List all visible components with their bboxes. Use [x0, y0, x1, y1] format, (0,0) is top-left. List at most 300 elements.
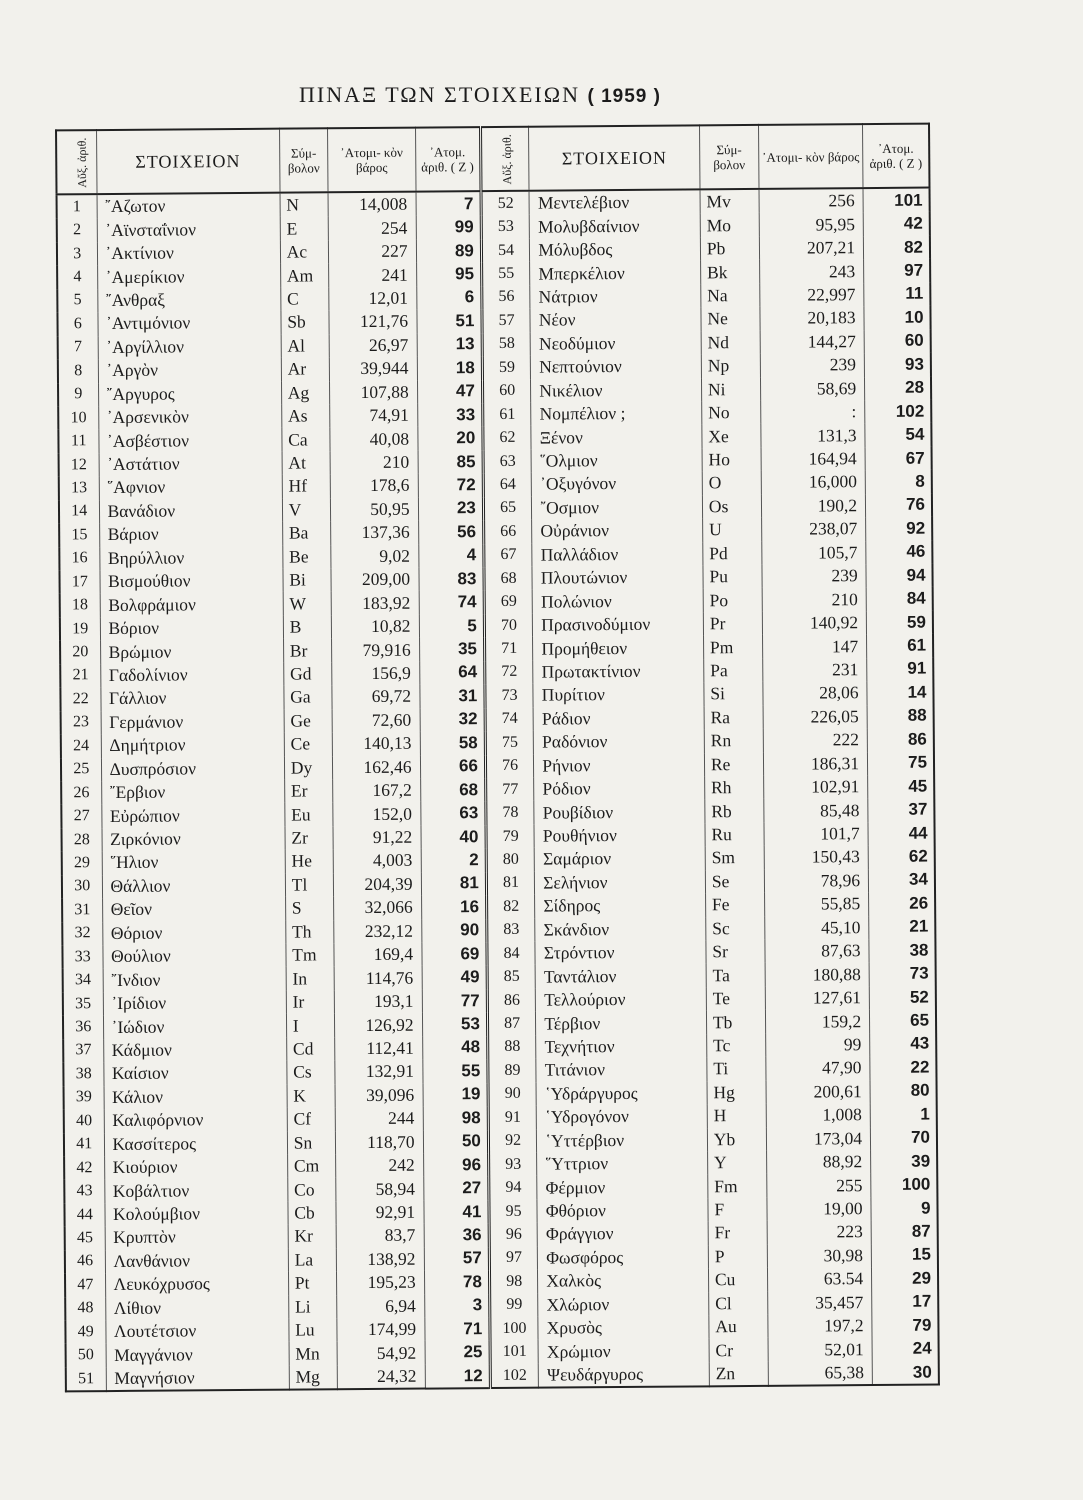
- cell-atomic-weight: 85,48: [764, 798, 868, 822]
- cell-atomic-weight: 207,21: [759, 236, 863, 260]
- cell-atomic-number: 54: [865, 423, 932, 447]
- cell-element-name: Βόριον: [100, 616, 283, 641]
- cell-atomic-weight: 126,92: [335, 1013, 423, 1037]
- cell-atomic-weight: 242: [336, 1154, 424, 1178]
- cell-symbol: Cb: [288, 1201, 337, 1225]
- cell-atomic-number: 34: [868, 868, 935, 892]
- cell-symbol: Li: [288, 1295, 337, 1319]
- cell-atomic-weight: 173,04: [766, 1127, 870, 1151]
- cell-symbol: Np: [701, 354, 760, 378]
- cell-atomic-weight: 244: [335, 1107, 423, 1131]
- cell-atomic-weight: 239: [762, 564, 866, 588]
- cell-element-name: Πολώνιον: [532, 589, 703, 614]
- cell-number: 48: [77, 1299, 94, 1317]
- cell-element-name: Σίδηρος: [535, 893, 706, 918]
- cell-number: 10: [70, 408, 87, 426]
- cell-atomic-number: 2: [421, 848, 486, 872]
- cell-number: 35: [75, 994, 92, 1012]
- cell-number: 40: [75, 1111, 93, 1130]
- cell-atomic-weight: 12,01: [329, 286, 417, 310]
- cell-atomic-number: 29: [872, 1267, 939, 1291]
- cell-number: 59: [482, 356, 531, 380]
- header-number: Αὔξ. ἀριθ.: [480, 127, 529, 191]
- cell-atomic-weight: 222: [763, 728, 867, 752]
- cell-number: 89: [488, 1059, 537, 1083]
- cell-symbol: Nd: [701, 331, 760, 355]
- cell-element-name: Νομπέλιον ;: [531, 401, 702, 426]
- header-weight: ᾿Ατομι- κὸν βάρος: [328, 128, 416, 193]
- cell-atomic-weight: 39,096: [335, 1083, 423, 1107]
- cell-symbol: S: [285, 896, 334, 920]
- cell-atomic-weight: 32,066: [334, 896, 422, 920]
- cell-symbol: Mo: [700, 213, 759, 237]
- cell-number: 57: [482, 309, 531, 333]
- cell-atomic-number: 25: [425, 1340, 490, 1364]
- cell-number: 31: [74, 901, 91, 919]
- cell-symbol: Ir: [286, 990, 335, 1014]
- cell-atomic-number: 67: [865, 446, 932, 470]
- cell-atomic-number: 36: [424, 1223, 489, 1247]
- cell-number: 99: [490, 1293, 539, 1317]
- cell-atomic-weight: 72,60: [332, 708, 420, 732]
- cell-symbol: Hf: [282, 475, 331, 499]
- cell-atomic-number: 62: [868, 845, 935, 869]
- cell-atomic-weight: 26,97: [329, 333, 417, 357]
- cell-symbol: W: [283, 592, 332, 616]
- cell-atomic-number: 94: [866, 564, 933, 588]
- cell-atomic-weight: 101,7: [764, 822, 868, 846]
- cell-symbol: I: [286, 1014, 335, 1038]
- cell-atomic-weight: 55,85: [764, 892, 868, 916]
- cell-number: 14: [71, 502, 88, 520]
- cell-atomic-number: 1: [870, 1103, 937, 1127]
- cell-atomic-number: 69: [421, 942, 486, 966]
- cell-atomic-weight: 92,91: [336, 1200, 424, 1224]
- cell-symbol: Ru: [705, 823, 764, 847]
- cell-symbol: Cf: [287, 1107, 336, 1131]
- cell-number: 55: [481, 262, 530, 286]
- cell-atomic-number: 38: [869, 939, 936, 963]
- cell-element-name: Καλιφόρνιον: [104, 1108, 287, 1133]
- cell-symbol: Cr: [709, 1338, 768, 1362]
- cell-atomic-weight: 159,2: [765, 1009, 869, 1033]
- cell-number: 88: [488, 1035, 537, 1059]
- header-atomic-number: ᾿Ατομ. ἀριθ. ( Ζ ): [863, 124, 930, 189]
- cell-element-name: Ζιρκόνιον: [102, 826, 285, 851]
- cell-element-name: Ταντάλιον: [535, 964, 706, 989]
- cell-symbol: Y: [707, 1151, 766, 1175]
- cell-atomic-weight: 190,2: [761, 494, 865, 518]
- cell-atomic-weight: 131,3: [761, 423, 865, 447]
- cell-atomic-weight: 239: [760, 353, 864, 377]
- cell-atomic-number: 11: [864, 282, 931, 306]
- cell-element-name: Σκάνδιον: [535, 917, 706, 942]
- cell-element-name: Ράδιον: [533, 706, 704, 731]
- cell-number: 37: [75, 1041, 92, 1059]
- cell-atomic-weight: 114,76: [334, 966, 422, 990]
- cell-number: 41: [76, 1135, 93, 1153]
- cell-atomic-number: 61: [867, 634, 934, 658]
- cell-atomic-number: 45: [868, 774, 935, 798]
- cell-atomic-weight: 91,22: [333, 825, 421, 849]
- cell-atomic-weight: 147: [762, 634, 866, 658]
- cell-atomic-weight: 241: [329, 263, 417, 287]
- cell-atomic-number: 78: [424, 1270, 489, 1294]
- cell-atomic-number: 22: [870, 1056, 937, 1080]
- cell-element-name: ᾿Αργὸν: [98, 358, 281, 383]
- cell-element-name: Ρόδιον: [534, 776, 705, 801]
- cell-element-name: ῞Υττριον: [537, 1151, 708, 1176]
- cell-symbol: H: [707, 1104, 766, 1128]
- cell-atomic-number: 5: [419, 614, 484, 638]
- cell-symbol: Mv: [700, 189, 759, 214]
- cell-symbol: Fm: [708, 1174, 767, 1198]
- cell-symbol: At: [282, 451, 331, 475]
- cell-number: 15: [71, 526, 88, 544]
- cell-atomic-number: 90: [421, 919, 486, 943]
- cell-symbol: B: [283, 615, 332, 639]
- cell-atomic-weight: 132,91: [335, 1060, 423, 1084]
- cell-atomic-weight: 180,88: [765, 963, 869, 987]
- cell-symbol: Be: [283, 545, 332, 569]
- cell-atomic-number: 101: [863, 188, 930, 213]
- cell-number: 78: [486, 801, 535, 825]
- cell-atomic-weight: 238,07: [761, 517, 865, 541]
- cell-element-name: Προμήθειον: [533, 636, 704, 661]
- cell-element-name: ᾿Ιρίδιον: [103, 991, 286, 1016]
- cell-element-name: ῎Αζωτον: [97, 193, 280, 219]
- cell-symbol: Se: [705, 870, 764, 894]
- cell-number: 76: [485, 754, 534, 778]
- cell-atomic-weight: 167,2: [333, 779, 421, 803]
- cell-atomic-number: 37: [868, 798, 935, 822]
- cell-atomic-number: 44: [868, 821, 935, 845]
- cell-atomic-number: 31: [419, 684, 484, 708]
- cell-element-name: Μολυβδαίνιον: [529, 214, 700, 239]
- cell-number: 56: [482, 285, 531, 309]
- cell-atomic-weight: 74,91: [330, 404, 418, 428]
- cell-element-name: Στρόντιον: [535, 940, 706, 965]
- cell-symbol: Tb: [706, 1010, 765, 1034]
- cell-element-name: ᾿Ασβέστιον: [98, 428, 281, 453]
- header-number: Αὔξ. ἀριθ.: [56, 130, 97, 194]
- cell-number: 64: [483, 473, 532, 497]
- cell-number: 32: [74, 924, 91, 942]
- cell-symbol: Al: [281, 334, 330, 358]
- cell-number: 91: [488, 1106, 537, 1130]
- cell-symbol: Ar: [281, 357, 330, 381]
- cell-atomic-number: 20: [417, 426, 482, 450]
- cell-element-name: Γερμάνιον: [101, 709, 284, 734]
- cell-atomic-weight: 45,10: [765, 916, 869, 940]
- cell-atomic-weight: 50,95: [331, 497, 419, 521]
- cell-number: 38: [75, 1065, 92, 1083]
- cell-atomic-number: 99: [416, 216, 481, 240]
- cell-symbol: Ra: [704, 706, 763, 730]
- cell-symbol: Dy: [284, 756, 333, 780]
- cell-element-name: ᾿Αρσενικὸν: [98, 405, 281, 430]
- cell-number: 90: [488, 1082, 537, 1106]
- cell-symbol: Pr: [703, 612, 762, 636]
- cell-atomic-number: 28: [865, 376, 932, 400]
- cell-symbol: Fe: [705, 893, 764, 917]
- cell-number: 97: [489, 1246, 538, 1270]
- cell-atomic-number: 70: [870, 1126, 937, 1150]
- cell-atomic-weight: 210: [330, 450, 418, 474]
- cell-element-name: ῞Αφνιον: [99, 475, 282, 500]
- cell-symbol: No: [702, 401, 761, 425]
- cell-element-name: Λανθάνιον: [105, 1248, 288, 1273]
- cell-number: 96: [489, 1223, 538, 1247]
- cell-element-name: Φέρμιον: [537, 1175, 708, 1200]
- cell-atomic-weight: 19,00: [767, 1197, 871, 1221]
- cell-symbol: Hg: [707, 1081, 766, 1105]
- cell-element-name: Οὐράνιον: [532, 518, 703, 543]
- cell-atomic-weight: 232,12: [334, 919, 422, 943]
- cell-element-name: ῎Οσμιον: [532, 495, 703, 520]
- cell-symbol: Ti: [707, 1057, 766, 1081]
- cell-atomic-number: 13: [417, 333, 482, 357]
- cell-element-name: ῾Υδράργυρος: [536, 1081, 707, 1106]
- cell-number: 46: [77, 1252, 94, 1270]
- cell-number: 19: [72, 619, 89, 637]
- cell-atomic-weight: 127,61: [765, 986, 869, 1010]
- cell-element-name: Μπερκέλιον: [530, 261, 701, 286]
- cell-atomic-number: 17: [872, 1290, 939, 1314]
- cell-atomic-weight: 150,43: [764, 845, 868, 869]
- cell-symbol: Si: [704, 682, 763, 706]
- cell-atomic-number: 66: [420, 755, 485, 779]
- cell-element-name: Χαλκὸς: [538, 1268, 709, 1293]
- cell-element-name: Νεοδύμιον: [530, 331, 701, 356]
- cell-atomic-weight: 1,008: [766, 1103, 870, 1127]
- cell-atomic-number: 102: [865, 400, 932, 424]
- cell-number: 43: [76, 1182, 93, 1200]
- cell-number: 23: [72, 713, 89, 731]
- cell-element-name: Καίσιον: [103, 1061, 286, 1086]
- cell-atomic-weight: 65,38: [768, 1361, 872, 1386]
- cell-element-name: Νικέλιον: [531, 378, 702, 403]
- cell-symbol: Ge: [284, 709, 333, 733]
- cell-atomic-number: 82: [863, 235, 930, 259]
- cell-number: 9: [74, 385, 83, 403]
- cell-element-name: Τεχνήτιον: [536, 1034, 707, 1059]
- header-element: ΣΤΟΙΧΕΙΟΝ: [96, 129, 280, 194]
- cell-element-name: ᾿Αστάτιον: [99, 451, 282, 476]
- cell-atomic-weight: 83,7: [336, 1224, 424, 1248]
- cell-atomic-number: 74: [419, 591, 484, 615]
- cell-number: 36: [75, 1018, 92, 1036]
- cell-atomic-number: 98: [423, 1106, 488, 1130]
- cell-number: 100: [490, 1317, 539, 1341]
- cell-symbol: N: [280, 192, 329, 217]
- cell-element-name: Μαγνήσιον: [106, 1366, 289, 1392]
- cell-symbol: F: [708, 1198, 767, 1222]
- cell-number: 6: [73, 315, 82, 333]
- cell-atomic-weight: 121,76: [329, 310, 417, 334]
- cell-element-name: Κοβάλτιον: [104, 1178, 287, 1203]
- cell-number: 8: [74, 362, 83, 380]
- cell-symbol: Ho: [702, 448, 761, 472]
- cell-symbol: Cm: [287, 1154, 336, 1178]
- cell-symbol: Sr: [706, 940, 765, 964]
- cell-element-name: ᾿Αϊνσταΐνιον: [97, 217, 280, 242]
- cell-atomic-weight: 174,99: [337, 1318, 425, 1342]
- cell-element-name: Βολφράμιον: [100, 592, 283, 617]
- cell-atomic-number: 47: [417, 380, 482, 404]
- cell-symbol: Fr: [708, 1221, 767, 1245]
- cell-symbol: Ni: [701, 377, 760, 401]
- cell-atomic-number: 56: [418, 520, 483, 544]
- cell-atomic-number: 6: [416, 286, 481, 310]
- cell-atomic-weight: 9,02: [331, 544, 419, 568]
- cell-element-name: ᾿Αμερίκιον: [97, 264, 280, 289]
- elements-table: [55, 123, 940, 1393]
- cell-element-name: ῎Ινδιον: [103, 967, 286, 992]
- cell-atomic-weight: 79,916: [332, 638, 420, 662]
- cell-number: 86: [487, 989, 536, 1013]
- cell-atomic-weight: 88,92: [766, 1150, 870, 1174]
- cell-atomic-number: 91: [867, 657, 934, 681]
- cell-number: 84: [487, 942, 536, 966]
- cell-atomic-number: 43: [870, 1032, 937, 1056]
- cell-symbol: La: [288, 1248, 337, 1272]
- cell-symbol: Kr: [288, 1225, 337, 1249]
- cell-element-name: Τελλούριον: [536, 987, 707, 1012]
- cell-symbol: Pb: [700, 237, 759, 261]
- cell-number: 12: [70, 455, 87, 473]
- cell-element-name: ᾿Ιώδιον: [103, 1014, 286, 1039]
- cell-symbol: Th: [285, 920, 334, 944]
- cell-atomic-weight: 138,92: [336, 1247, 424, 1271]
- cell-number: 67: [484, 543, 533, 567]
- cell-atomic-weight: 78,96: [764, 869, 868, 893]
- cell-atomic-number: 30: [872, 1360, 939, 1385]
- cell-element-name: Μαγγάνιον: [106, 1342, 289, 1367]
- cell-atomic-weight: 58,94: [336, 1177, 424, 1201]
- cell-atomic-weight: 210: [762, 588, 866, 612]
- cell-atomic-number: 68: [420, 778, 485, 802]
- cell-element-name: Δημήτριον: [101, 733, 284, 758]
- cell-atomic-weight: 63.54: [767, 1267, 871, 1291]
- cell-element-name: Ψευδάργυρος: [539, 1362, 710, 1388]
- cell-symbol: Rn: [704, 729, 763, 753]
- cell-number: 20: [72, 643, 89, 661]
- cell-element-name: Τιτάνιον: [536, 1058, 707, 1083]
- cell-atomic-weight: 164,94: [761, 447, 865, 471]
- cell-number: 24: [73, 736, 90, 755]
- cell-element-name: Πλουτώνιον: [532, 565, 703, 590]
- cell-number: 54: [481, 239, 530, 263]
- cell-atomic-number: 71: [424, 1317, 489, 1341]
- cell-atomic-number: 39: [871, 1149, 938, 1173]
- cell-element-name: Χρυσὸς: [538, 1315, 709, 1340]
- cell-element-name: ῾Υδρογόνον: [536, 1104, 707, 1129]
- cell-atomic-number: 42: [863, 212, 930, 236]
- cell-atomic-number: 87: [871, 1220, 938, 1244]
- cell-element-name: ῞Ολμιον: [531, 448, 702, 473]
- cell-atomic-number: 50: [423, 1130, 488, 1154]
- cell-symbol: Zn: [709, 1362, 768, 1387]
- cell-element-name: Θάλλιον: [102, 873, 285, 898]
- cell-atomic-weight: 140,92: [762, 611, 866, 635]
- page-title: [0, 82, 960, 108]
- cell-element-name: Βισμούθιον: [99, 569, 282, 594]
- cell-number: 69: [484, 590, 533, 614]
- cell-atomic-weight: 52,01: [768, 1337, 872, 1361]
- cell-number: 81: [486, 871, 535, 895]
- cell-atomic-weight: 112,41: [335, 1036, 423, 1060]
- cell-element-name: Πρωτακτίνιον: [533, 659, 704, 684]
- cell-symbol: Sn: [287, 1131, 336, 1155]
- cell-symbol: Yb: [707, 1127, 766, 1151]
- cell-symbol: Re: [704, 752, 763, 776]
- cell-element-name: Βρώμιον: [100, 639, 283, 664]
- cell-element-name: ᾿Αργίλλιον: [98, 334, 281, 359]
- cell-atomic-weight: 87,63: [765, 939, 869, 963]
- cell-number: 45: [76, 1229, 94, 1247]
- cell-atomic-weight: 6,94: [337, 1294, 425, 1318]
- cell-atomic-weight: 118,70: [336, 1130, 424, 1154]
- cell-element-name: Κάδμιον: [103, 1037, 286, 1062]
- cell-element-name: Βανάδιον: [99, 498, 282, 523]
- cell-symbol: Pt: [288, 1271, 337, 1295]
- cell-element-name: Θούλιον: [102, 944, 285, 969]
- cell-number: 61: [483, 403, 532, 427]
- cell-number: 87: [487, 1012, 536, 1036]
- cell-atomic-weight: 231: [763, 658, 867, 682]
- cell-symbol: Na: [701, 284, 760, 308]
- cell-symbol: Au: [709, 1315, 768, 1339]
- cell-element-name: Νάτριον: [530, 284, 701, 309]
- cell-symbol: In: [286, 967, 335, 991]
- cell-atomic-number: 65: [870, 1009, 937, 1033]
- cell-atomic-number: 85: [418, 450, 483, 474]
- cell-atomic-weight: 99: [765, 1033, 869, 1057]
- cell-atomic-number: 79: [872, 1314, 939, 1338]
- cell-atomic-weight: 209,00: [331, 568, 419, 592]
- cell-element-name: Θεῖον: [102, 897, 285, 922]
- cell-number: 16: [71, 549, 88, 567]
- cell-number: 11: [70, 432, 87, 450]
- cell-number: 83: [487, 918, 536, 942]
- cell-atomic-weight: 254: [328, 216, 416, 240]
- cell-atomic-number: 63: [420, 801, 485, 825]
- cell-element-name: ᾿Ακτίνιον: [97, 241, 280, 266]
- cell-symbol: Sc: [706, 916, 765, 940]
- cell-symbol: Ag: [281, 381, 330, 405]
- cell-symbol: Ne: [701, 307, 760, 331]
- cell-number: 53: [481, 215, 530, 239]
- cell-element-name: Δυσπρόσιον: [101, 756, 284, 781]
- cell-symbol: Ac: [280, 240, 329, 264]
- cell-atomic-weight: :: [761, 400, 865, 424]
- cell-number: 75: [485, 731, 534, 755]
- cell-symbol: Po: [703, 588, 762, 612]
- cell-element-name: Νέον: [530, 308, 701, 333]
- cell-number: 60: [482, 379, 531, 403]
- cell-atomic-number: 26: [869, 892, 936, 916]
- cell-element-name: Κιούριον: [104, 1155, 287, 1180]
- cell-symbol: Rh: [705, 776, 764, 800]
- cell-element-name: Ρουθήνιον: [534, 823, 705, 848]
- cell-atomic-weight: 156,9: [332, 661, 420, 685]
- cell-element-name: Πρασινοδύμιον: [533, 612, 704, 637]
- cell-symbol: Rb: [705, 799, 764, 823]
- cell-element-name: Ρουβίδιον: [534, 800, 705, 825]
- cell-symbol: Os: [702, 495, 761, 519]
- cell-atomic-number: 60: [864, 329, 931, 353]
